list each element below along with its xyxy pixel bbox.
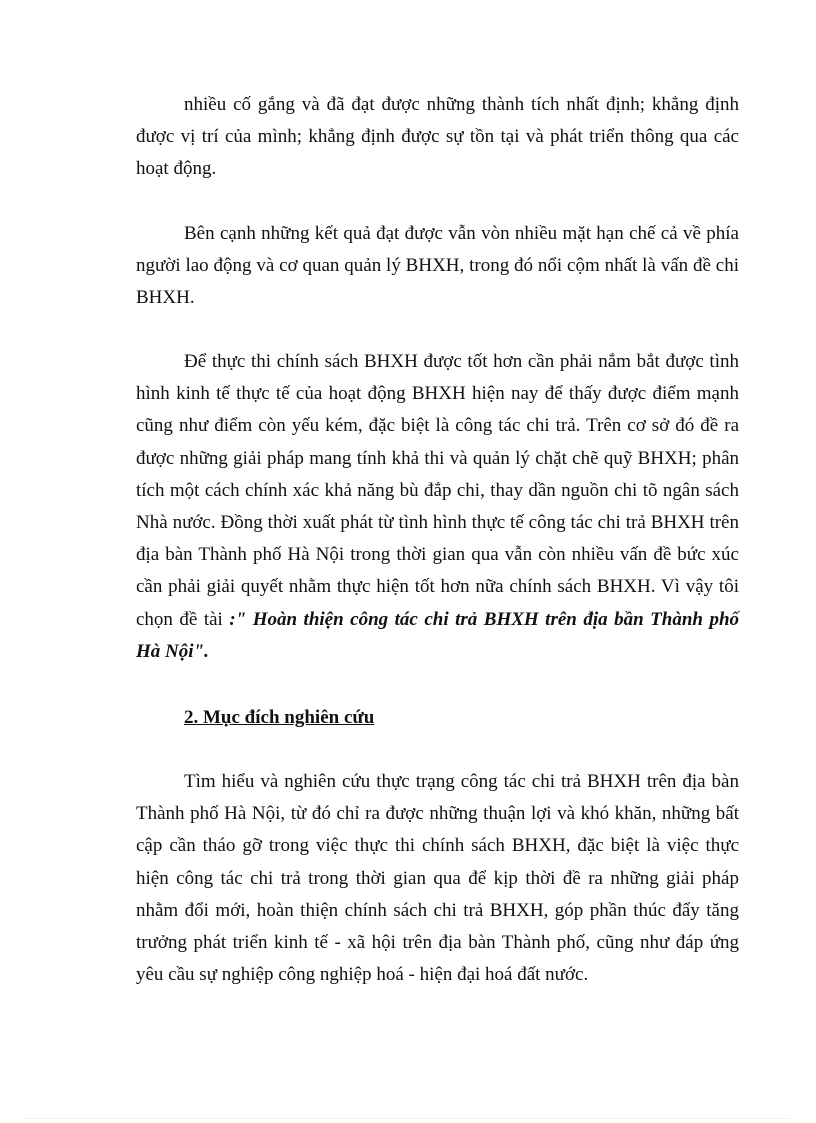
topic-title: :" Hoàn thiện công tác chi trả BHXH trên địa bần Thành phố Hà Nội". — [136, 608, 740, 662]
page-border — [26, 1118, 790, 1119]
body-paragraph: Bên cạnh những kết quả đạt được vẫn vòn nhiều mặt hạn chế cả về phía người lao động và cơ quan quản lý BHXH, trong đó nổi cộm nhất là vấn đề chi BHXH. — [136, 223, 739, 309]
section-heading: 2. Mục đích nghiên cứu — [184, 707, 375, 728]
body-paragraph: nhiều cố gắng và đã đạt được những thành tích nhất định; khẳng định được vị trí của mình; khẳng định được sự tồn tại và phát triển thông qua các hoạt động. — [136, 94, 739, 180]
body-paragraph — [136, 346, 739, 668]
paragraph-block-4 — [136, 766, 739, 991]
body-text: Để thực thi chính sách BHXH được tốt hơn cần phải nắm bắt được tình hình kinh tế thực tế của hoạt động BHXH hiện nay để thấy được điểm mạnh cũng như điểm còn yếu kém, đặc biệt là công tác chi trả. Trên cơ sở đó đề ra được những giải pháp mang tính khả thi và quản lý chặt chẽ quỹ BHXH; phân tích một cách chính xác khả năng bù đắp chi, thay dần nguồn chi tõ ngân sách Nhà nước. Đồng thời xuất phát từ tình hình thực tế công tác chi trả BHXH trên địa bàn Thành phố Hà Nội trong thời gian qua vẫn còn nhiều vấn đề bức xúc cần phải giải quyết nhằm thực hiện tốt hơn nữa chính sách BHXH. Vì vậy tôi chọn đề tài — [136, 351, 739, 630]
paragraph-block-3 — [136, 346, 739, 668]
paragraph-block-2 — [136, 218, 739, 315]
paragraph-block-1 — [136, 89, 739, 186]
body-paragraph: Tìm hiểu và nghiên cứu thực trạng công tác chi trả BHXH trên địa bàn Thành phố Hà Nội, từ đó chỉ ra được những thuận lợi và khó khăn, những bất cập cần tháo gỡ trong việc thực thi chính sách BHXH, đặc biệt là việc thực hiện công tác chi trả trong thời gian qua để kịp thời đề ra những giải pháp nhằm đổi mới, hoàn thiện chính sách chi trả BHXH, góp phần thúc đẩy tăng trưởng phát triển kinh tế - xã hội trên địa bàn Thành phố, cũng như đáp ứng yêu cầu sự nghiệp công nghiệp hoá - hiện đại hoá đất nước. — [136, 771, 739, 986]
